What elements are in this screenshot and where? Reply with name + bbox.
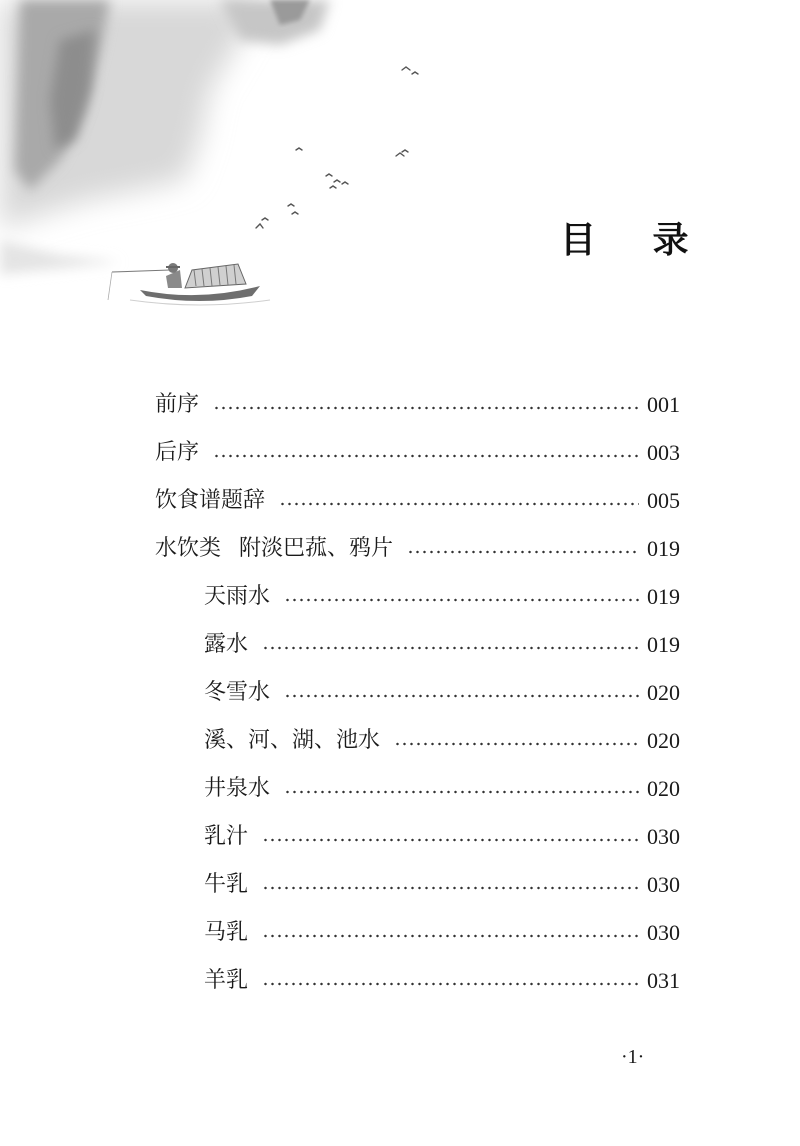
toc-entry-title: 羊乳 xyxy=(204,968,249,993)
toc-entry-title: 饮食谱题辞 xyxy=(155,488,266,513)
birds xyxy=(256,67,418,228)
toc-entry-title: 露水 xyxy=(204,632,249,657)
dot-leader xyxy=(284,693,639,699)
toc-entry-page: 030 xyxy=(647,872,680,897)
toc-entry-title: 后序 xyxy=(155,440,200,465)
toc-subentry[interactable] xyxy=(155,658,680,706)
dot-leader xyxy=(262,645,639,651)
ink-wash-landscape-illustration xyxy=(0,0,480,330)
dot-leader xyxy=(394,741,639,747)
toc-entry-page: 020 xyxy=(647,776,680,801)
dot-leader xyxy=(407,549,639,555)
toc-entry[interactable] xyxy=(155,418,680,466)
dot-leader xyxy=(213,453,639,459)
dot-leader xyxy=(284,597,639,603)
page-title: 目 录 xyxy=(560,220,711,261)
dot-leader xyxy=(262,885,639,891)
toc-entry[interactable] xyxy=(155,514,680,562)
toc-entry-page: 019 xyxy=(647,632,680,657)
toc-entry-page: 030 xyxy=(647,920,680,945)
mountain-mist xyxy=(0,0,330,275)
toc-entry-title: 前序 xyxy=(155,392,200,417)
toc-entry-page: 030 xyxy=(647,824,680,849)
toc-entry-page: 019 xyxy=(647,536,680,561)
toc-entry-title: 井泉水 xyxy=(204,776,271,801)
dot-leader xyxy=(213,405,639,411)
toc-entry-title: 天雨水 xyxy=(204,584,271,609)
toc-entry-page: 003 xyxy=(647,440,680,465)
toc-subentry[interactable] xyxy=(155,706,680,754)
toc-entry[interactable] xyxy=(155,466,680,514)
toc-entry-page: 020 xyxy=(647,680,680,705)
toc-subentry[interactable] xyxy=(155,562,680,610)
toc-subentry[interactable] xyxy=(155,946,680,994)
toc-subentry[interactable] xyxy=(155,802,680,850)
toc-entry-page: 001 xyxy=(647,392,680,417)
table-of-contents xyxy=(155,370,680,994)
toc-subentry[interactable] xyxy=(155,898,680,946)
dot-leader xyxy=(284,789,639,795)
toc-entry-title xyxy=(155,536,393,562)
toc-entry-title: 牛乳 xyxy=(204,872,249,897)
toc-entry-subtitle: 附淡巴菰、鸦片 xyxy=(239,536,394,561)
toc-entry-page: 019 xyxy=(647,584,680,609)
toc-entry-title: 马乳 xyxy=(204,920,249,945)
toc-subentry[interactable] xyxy=(155,610,680,658)
page-number: ·1· xyxy=(621,1046,645,1068)
toc-entry-page: 031 xyxy=(647,968,680,993)
toc-entry-title: 冬雪水 xyxy=(204,680,271,705)
toc-entry-title: 溪、河、湖、池水 xyxy=(204,728,381,753)
dot-leader xyxy=(262,933,639,939)
toc-subentry[interactable] xyxy=(155,850,680,898)
toc-entry[interactable] xyxy=(155,370,680,418)
toc-subentry[interactable] xyxy=(155,754,680,802)
toc-entry-title: 乳汁 xyxy=(204,824,249,849)
dot-leader xyxy=(279,501,639,507)
toc-entry-page: 020 xyxy=(647,728,680,753)
fishing-boat xyxy=(108,263,270,305)
dot-leader xyxy=(262,837,639,843)
toc-entry-page: 005 xyxy=(647,488,680,513)
dot-leader xyxy=(262,981,639,987)
toc-entry-main-title: 水饮类 xyxy=(155,536,222,561)
